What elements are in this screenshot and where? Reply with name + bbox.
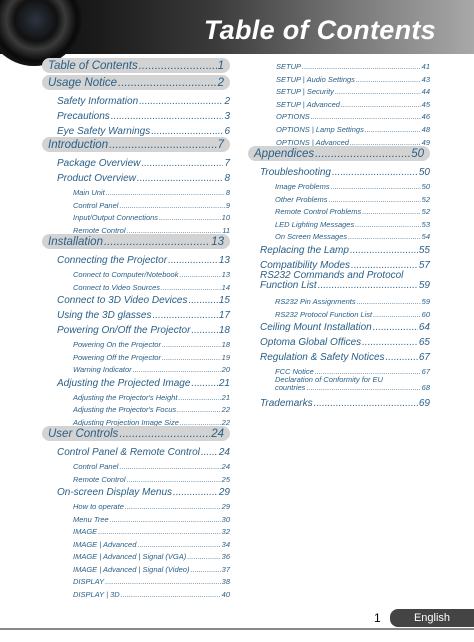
toc-section-heading[interactable] bbox=[42, 75, 230, 90]
dot-leader bbox=[315, 368, 421, 376]
dot-leader bbox=[119, 202, 224, 210]
dot-leader bbox=[133, 366, 221, 374]
dot-leader bbox=[357, 298, 421, 306]
toc-page-number: 8 bbox=[224, 173, 230, 184]
toc-page-number: 37 bbox=[221, 564, 230, 574]
toc-entry[interactable] bbox=[248, 333, 430, 348]
toc-entry[interactable] bbox=[42, 536, 230, 549]
toc-section-heading[interactable] bbox=[42, 58, 230, 73]
toc-page-number: 2 bbox=[217, 76, 224, 89]
toc-page-number: 6 bbox=[224, 126, 230, 137]
toc-page-number: 50 bbox=[421, 182, 430, 192]
toc-entry[interactable] bbox=[248, 108, 430, 121]
toc-entry[interactable] bbox=[248, 228, 430, 241]
toc-entry[interactable] bbox=[42, 251, 230, 266]
toc-page-number: 19 bbox=[221, 352, 230, 362]
dot-leader bbox=[332, 168, 418, 178]
dot-leader bbox=[350, 139, 421, 147]
toc-entry-title: Remote Control bbox=[73, 474, 126, 484]
toc-entry[interactable] bbox=[42, 169, 230, 184]
toc-entry-title: Adjusting Projection Image Size bbox=[73, 417, 179, 427]
toc-page-number: 24 bbox=[211, 427, 224, 440]
toc-entry[interactable] bbox=[42, 483, 230, 498]
toc-entry[interactable] bbox=[248, 318, 430, 333]
toc-entry[interactable] bbox=[42, 523, 230, 536]
dot-leader bbox=[162, 341, 221, 349]
toc-entry-title: OPTIONS | Lamp Settings bbox=[276, 125, 364, 135]
toc-entry-title: Connect to 3D Video Devices bbox=[57, 295, 188, 306]
toc-entry-title: Safety Information bbox=[57, 96, 139, 107]
toc-entry-title: IMAGE bbox=[73, 527, 98, 536]
toc-entry[interactable] bbox=[248, 376, 430, 392]
toc-entry-title: Powering On the Projector bbox=[73, 340, 161, 349]
toc-entry-title-cont: Function List bbox=[260, 280, 317, 292]
toc-entry-title: Powering On/Off the Projector bbox=[57, 325, 191, 336]
toc-entry-title: Declaration of Conformity for EU bbox=[275, 374, 383, 384]
toc-page-number: 38 bbox=[221, 577, 230, 586]
lens-graphic bbox=[0, 0, 82, 66]
toc-entry-title: Using the 3D glasses bbox=[57, 310, 152, 321]
dot-leader bbox=[311, 113, 421, 121]
toc-entry-title: OPTIONS | Advanced bbox=[276, 137, 349, 147]
toc-entry[interactable] bbox=[42, 458, 230, 471]
dot-leader bbox=[362, 338, 418, 348]
toc-entry-title: Adjusting the Projected Image bbox=[57, 377, 191, 389]
toc-entry[interactable] bbox=[42, 291, 230, 306]
toc-entry-title: RS232 Protocol Function List bbox=[275, 309, 373, 319]
toc-entry[interactable] bbox=[42, 573, 230, 586]
toc-page-number: 21 bbox=[218, 377, 230, 389]
toc-page-number: 24 bbox=[221, 462, 230, 471]
toc-page-number: 53 bbox=[421, 219, 430, 229]
toc-entry-title: RS232 Commands and Protocol bbox=[260, 269, 404, 281]
dot-leader bbox=[318, 281, 418, 291]
toc-entry-title: Regulation & Safety Notices bbox=[260, 352, 385, 364]
toc-entry[interactable] bbox=[42, 498, 230, 511]
dot-leader bbox=[348, 233, 421, 241]
dot-leader bbox=[110, 516, 221, 524]
toc-entry-title: Other Problems bbox=[275, 194, 328, 204]
toc-page-number: 17 bbox=[218, 310, 230, 321]
toc-entry-title: Connecting the Projector bbox=[57, 255, 168, 266]
toc-page-number: 29 bbox=[221, 502, 230, 511]
toc-entry-title: DISPLAY | 3D bbox=[73, 589, 120, 599]
toc-entry-title: SETUP | Security bbox=[276, 87, 334, 97]
toc-page-number: 29 bbox=[218, 487, 230, 498]
toc-page-number: 7 bbox=[224, 158, 230, 169]
dot-leader bbox=[314, 399, 418, 409]
toc-entry-title: FCC Notice bbox=[275, 367, 314, 377]
toc-entry-title: How to operate bbox=[73, 502, 124, 511]
toc-page-number: 52 bbox=[421, 194, 430, 204]
toc-entry-title: Trademarks bbox=[260, 397, 313, 409]
toc-entry[interactable] bbox=[248, 71, 430, 84]
toc-page-number: 57 bbox=[418, 259, 430, 271]
toc-entry[interactable] bbox=[42, 361, 230, 374]
toc-page-number: 41 bbox=[421, 62, 430, 72]
toc-entry-title: IMAGE | Advanced | Signal (Video) bbox=[73, 564, 190, 574]
toc-entry-title: Optoma Global Offices bbox=[260, 337, 362, 349]
toc-entry-title: Main Unit bbox=[73, 188, 105, 197]
dot-leader bbox=[139, 61, 217, 73]
dot-leader bbox=[153, 311, 218, 321]
toc-page-number: 49 bbox=[421, 137, 430, 147]
toc-entry-title: Adjusting the Projector's Focus bbox=[73, 405, 177, 414]
toc-entry[interactable] bbox=[248, 178, 430, 191]
dot-leader bbox=[190, 566, 220, 574]
dot-leader bbox=[168, 256, 218, 266]
toc-page-number: 13 bbox=[211, 235, 224, 248]
toc-entry-title: Connect to Video Sources bbox=[73, 282, 161, 292]
toc-page-number: 65 bbox=[418, 337, 430, 349]
toc-page-number: 13 bbox=[221, 270, 230, 279]
toc-entry[interactable] bbox=[42, 122, 230, 137]
header-banner bbox=[0, 0, 474, 54]
toc-entry-title: Powering Off the Projector bbox=[73, 352, 161, 362]
toc-page-number: 3 bbox=[224, 111, 230, 122]
dot-leader bbox=[109, 140, 216, 152]
toc-entry-title: Installation bbox=[48, 235, 103, 248]
toc-entry[interactable] bbox=[248, 256, 430, 271]
toc-entry[interactable] bbox=[248, 134, 430, 147]
toc-entry[interactable] bbox=[42, 414, 230, 427]
page-title: Table of Contents bbox=[203, 15, 436, 45]
dot-leader bbox=[365, 126, 421, 134]
dot-leader bbox=[302, 63, 421, 71]
dot-leader bbox=[329, 196, 421, 204]
toc-page-number: 64 bbox=[418, 322, 430, 334]
toc-entry[interactable] bbox=[248, 241, 430, 256]
dot-leader bbox=[355, 221, 420, 229]
toc-page-number: 15 bbox=[218, 295, 230, 306]
toc-entry-title: User Controls bbox=[48, 427, 119, 440]
toc-page-number: 30 bbox=[221, 514, 230, 524]
toc-page-number: 13 bbox=[218, 255, 230, 266]
dot-leader bbox=[161, 284, 221, 292]
toc-entry[interactable] bbox=[42, 548, 230, 561]
toc-section-heading[interactable] bbox=[42, 137, 230, 152]
dot-leader bbox=[177, 406, 221, 414]
toc-entry-title: Troubleshooting bbox=[260, 167, 331, 179]
toc-entry[interactable] bbox=[42, 279, 230, 292]
toc-entry[interactable] bbox=[42, 107, 230, 122]
toc-entry-title: Image Problems bbox=[275, 182, 330, 192]
toc-entry[interactable] bbox=[42, 471, 230, 484]
dot-leader bbox=[362, 208, 420, 216]
toc-entry-title-cont: countries bbox=[275, 383, 306, 393]
toc-page-number: 2 bbox=[224, 96, 230, 107]
toc-entry-title: Introduction bbox=[48, 138, 109, 151]
dot-leader bbox=[188, 296, 217, 306]
toc-entry-title: Control Panel bbox=[73, 462, 119, 471]
dot-leader bbox=[356, 76, 421, 84]
toc-entry[interactable] bbox=[42, 374, 230, 389]
dot-leader bbox=[315, 149, 410, 161]
dot-leader bbox=[162, 354, 221, 362]
toc-page-number: 46 bbox=[421, 112, 430, 122]
toc-page-number: 59 bbox=[421, 297, 430, 307]
toc-entry[interactable] bbox=[42, 266, 230, 279]
toc-entry[interactable] bbox=[42, 222, 230, 235]
dot-leader bbox=[105, 578, 221, 586]
toc-entry[interactable] bbox=[248, 191, 430, 204]
toc-page-number: 1 bbox=[217, 59, 224, 72]
toc-entry-title: Remote Control Problems bbox=[275, 207, 362, 217]
dot-leader bbox=[331, 183, 421, 191]
dot-leader bbox=[178, 394, 220, 402]
toc-entry-title: IMAGE | Advanced bbox=[73, 539, 137, 549]
toc-entry-title: SETUP bbox=[276, 62, 302, 72]
toc-entry[interactable] bbox=[42, 306, 230, 321]
toc-entry[interactable] bbox=[42, 401, 230, 414]
toc-entry[interactable] bbox=[248, 348, 430, 363]
dot-leader bbox=[341, 101, 421, 109]
dot-leader bbox=[98, 528, 220, 536]
dot-leader bbox=[351, 261, 418, 271]
toc-page-number: 44 bbox=[421, 87, 430, 97]
toc-entry[interactable] bbox=[248, 58, 430, 71]
toc-section-heading[interactable] bbox=[248, 146, 430, 161]
toc-entry[interactable] bbox=[42, 197, 230, 210]
toc-page-number: 45 bbox=[421, 99, 430, 109]
dot-leader bbox=[179, 271, 220, 279]
toc-entry-title: Table of Contents bbox=[48, 59, 138, 72]
toc-entry[interactable] bbox=[248, 363, 430, 376]
toc-entry-title: Compatibility Modes bbox=[260, 259, 351, 271]
toc-entry[interactable] bbox=[248, 83, 430, 96]
dot-leader bbox=[201, 448, 218, 458]
toc-entry-title: OPTIONS bbox=[276, 112, 310, 122]
toc-entry[interactable] bbox=[248, 293, 430, 306]
toc-page-number: 43 bbox=[421, 74, 430, 84]
toc-page-number: 36 bbox=[221, 552, 230, 561]
toc-page-number: 34 bbox=[221, 539, 230, 549]
toc-page-number: 21 bbox=[221, 392, 230, 402]
toc-entry-title: Replacing the Lamp bbox=[260, 244, 349, 256]
toc-entry-title: Eye Safety Warnings bbox=[57, 126, 151, 137]
toc-page-number: 60 bbox=[421, 309, 430, 319]
toc-entry-title: Warning Indicator bbox=[73, 365, 132, 374]
toc-page-number: 7 bbox=[217, 138, 224, 151]
page-number: 1 bbox=[374, 611, 381, 625]
toc-page-number: 22 bbox=[221, 417, 230, 427]
toc-entry[interactable] bbox=[42, 349, 230, 362]
toc-entry[interactable] bbox=[248, 216, 430, 229]
toc-entry[interactable] bbox=[42, 154, 230, 169]
toc-section-heading[interactable] bbox=[42, 234, 230, 249]
toc-page-number: 8 bbox=[225, 188, 230, 197]
dot-leader bbox=[187, 553, 220, 561]
toc-entry-title: Control Panel bbox=[73, 200, 119, 210]
toc-entry[interactable] bbox=[248, 163, 430, 178]
toc-entry[interactable] bbox=[42, 443, 230, 458]
toc-entry[interactable] bbox=[248, 121, 430, 134]
toc-entry-title: LED Lighting Messages bbox=[275, 219, 355, 229]
dot-leader bbox=[125, 503, 221, 511]
toc-right-column bbox=[248, 58, 430, 409]
toc-section-heading[interactable] bbox=[42, 426, 230, 441]
toc-entry-title: IMAGE | Advanced | Signal (VGA) bbox=[73, 552, 187, 561]
toc-page-number: 18 bbox=[218, 325, 230, 336]
toc-entry-title: Appendices bbox=[254, 147, 315, 160]
dot-leader bbox=[386, 353, 418, 363]
toc-page-number: 67 bbox=[418, 352, 430, 364]
dot-leader bbox=[104, 237, 210, 249]
toc-entry[interactable] bbox=[42, 389, 230, 402]
toc-entry[interactable] bbox=[42, 511, 230, 524]
dot-leader bbox=[139, 97, 223, 107]
toc-entry-title: Input/Output Connections bbox=[73, 213, 159, 222]
toc-entry[interactable] bbox=[42, 92, 230, 107]
toc-page-number: 25 bbox=[221, 474, 230, 484]
toc-entry-title: RS232 Pin Assignments bbox=[275, 297, 356, 307]
toc-entry-title: SETUP | Audio Settings bbox=[276, 74, 355, 84]
dot-leader bbox=[141, 159, 223, 169]
dot-leader bbox=[373, 311, 421, 319]
toc-left-column bbox=[42, 58, 230, 598]
toc-page-number: 24 bbox=[218, 447, 230, 458]
toc-page-number: 55 bbox=[418, 244, 430, 256]
dot-leader bbox=[306, 384, 420, 392]
dot-leader bbox=[335, 88, 421, 96]
toc-entry-title: DISPLAY bbox=[73, 577, 105, 586]
language-tab: English bbox=[390, 609, 474, 627]
footer-divider bbox=[0, 628, 474, 630]
toc-entry-title: On-screen Display Menus bbox=[57, 487, 173, 498]
toc-entry-title: Menu Tree bbox=[73, 514, 109, 524]
toc-entry-title: Product Overview bbox=[57, 173, 136, 184]
toc-entry-title: Connect to Computer/Notebook bbox=[73, 270, 179, 279]
toc-entry[interactable] bbox=[248, 96, 430, 109]
toc-entry-title: Remote Control bbox=[73, 225, 126, 235]
toc-entry-title: Usage Notice bbox=[48, 76, 118, 89]
dot-leader bbox=[373, 323, 418, 333]
toc-entry-title: On Screen Messages bbox=[275, 232, 348, 242]
dot-leader bbox=[180, 419, 221, 427]
toc-page-number: 48 bbox=[421, 125, 430, 135]
toc-entry[interactable] bbox=[42, 321, 230, 336]
dot-leader bbox=[191, 379, 217, 389]
toc-entry[interactable] bbox=[42, 209, 230, 222]
toc-entry[interactable] bbox=[42, 336, 230, 349]
toc-entry[interactable] bbox=[248, 394, 430, 409]
toc-page-number: 9 bbox=[225, 200, 230, 210]
toc-entry[interactable] bbox=[248, 203, 430, 216]
dot-leader bbox=[106, 189, 225, 197]
toc-page-number: 68 bbox=[421, 383, 430, 393]
toc-page-number: 18 bbox=[221, 340, 230, 349]
toc-page-number: 20 bbox=[221, 365, 230, 374]
dot-leader bbox=[137, 541, 220, 549]
dot-leader bbox=[111, 112, 224, 122]
dot-leader bbox=[137, 174, 224, 184]
toc-page-number: 50 bbox=[411, 147, 424, 160]
toc-page-number: 40 bbox=[221, 589, 230, 599]
toc-entry-title: Package Overview bbox=[57, 158, 141, 169]
toc-page-number: 69 bbox=[418, 397, 430, 409]
dot-leader bbox=[173, 488, 218, 498]
toc-page-number: 10 bbox=[221, 213, 230, 222]
toc-entry-title: Precautions bbox=[57, 111, 110, 122]
dot-leader bbox=[191, 326, 217, 336]
toc-entry-title: Control Panel & Remote Control bbox=[57, 447, 200, 458]
toc-entry-title: Adjusting the Projector's Height bbox=[73, 392, 178, 402]
toc-entry-title: Ceiling Mount Installation bbox=[260, 322, 372, 334]
dot-leader bbox=[350, 246, 418, 256]
dot-leader bbox=[119, 463, 220, 471]
toc-page-number: 22 bbox=[221, 405, 230, 414]
toc-page-number: 32 bbox=[221, 527, 230, 536]
toc-page-number: 59 bbox=[418, 280, 430, 292]
toc-entry[interactable] bbox=[248, 306, 430, 319]
toc-entry[interactable] bbox=[248, 271, 430, 292]
toc-page-number: 67 bbox=[421, 367, 430, 377]
dot-leader bbox=[121, 591, 221, 599]
toc-page-number: 14 bbox=[221, 282, 230, 292]
toc-page-number: 54 bbox=[421, 232, 430, 242]
dot-leader bbox=[151, 127, 223, 137]
toc-page-number: 52 bbox=[421, 207, 430, 217]
dot-leader bbox=[118, 78, 217, 90]
toc-entry[interactable] bbox=[42, 586, 230, 599]
dot-leader bbox=[159, 214, 221, 222]
dot-leader bbox=[119, 429, 210, 441]
toc-entry[interactable] bbox=[42, 184, 230, 197]
toc-entry[interactable] bbox=[42, 561, 230, 574]
toc-page-number: 11 bbox=[222, 225, 230, 235]
dot-leader bbox=[127, 476, 221, 484]
toc-entry-title: SETUP | Advanced bbox=[276, 99, 340, 109]
toc-page-number: 50 bbox=[418, 167, 430, 179]
dot-leader bbox=[127, 227, 222, 235]
